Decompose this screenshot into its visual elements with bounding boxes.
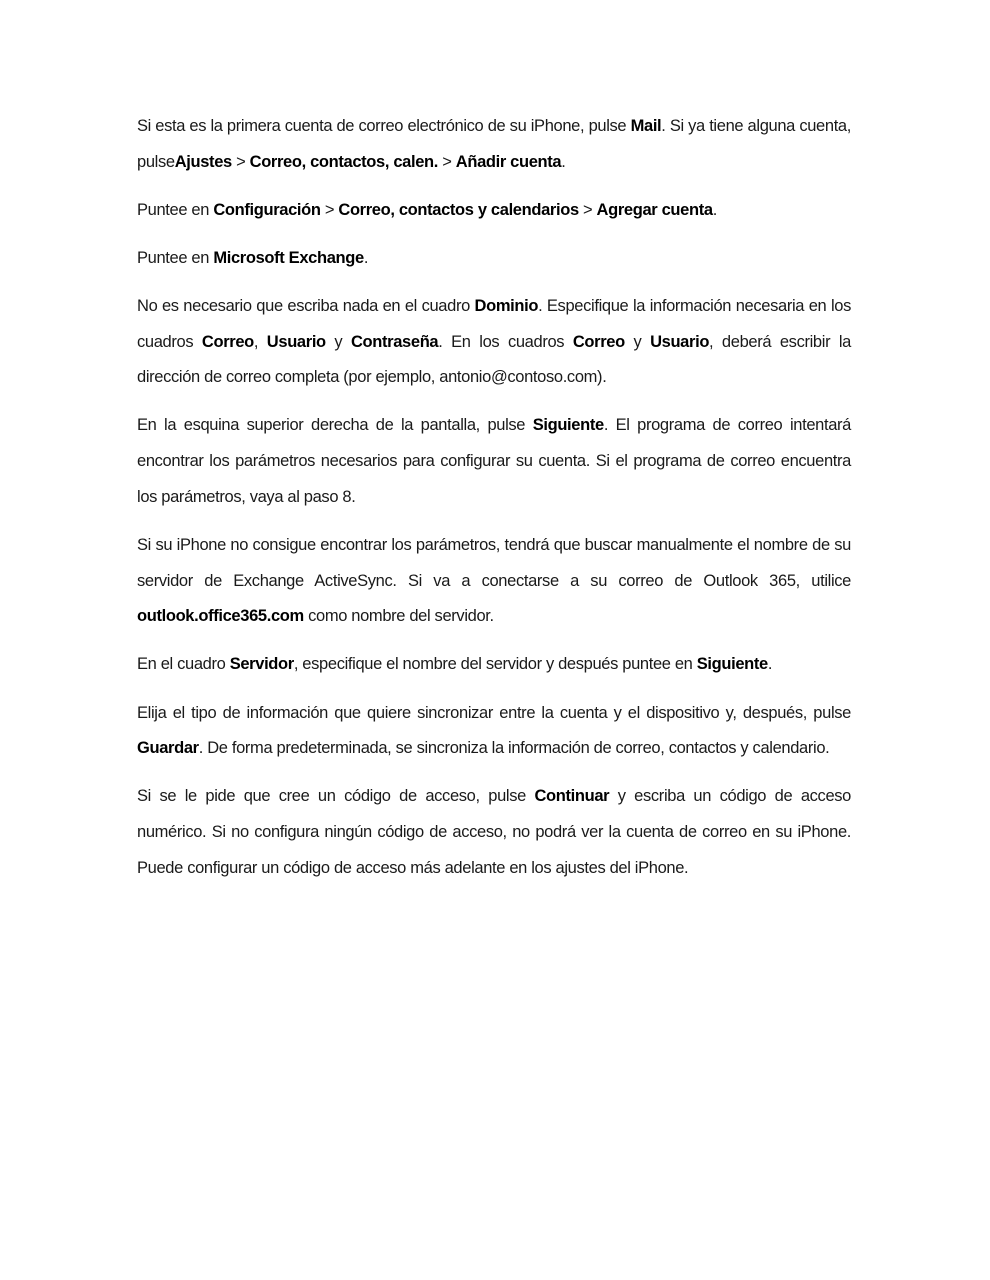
bold-term: Siguiente — [696, 655, 768, 674]
text-run: > — [320, 200, 339, 219]
text-run: Si se le pide que cree un código de acceso, pulse — [137, 787, 535, 806]
bold-term: Usuario — [650, 332, 710, 351]
paragraph-1 — [137, 109, 851, 180]
bold-term: Correo, contactos y calendarios — [338, 200, 579, 219]
text-run: . — [767, 655, 773, 674]
bold-term: Mail — [630, 117, 662, 135]
bold-term: Correo — [572, 332, 625, 351]
text-run: . Si ya tiene alguna cuenta, pulse — [137, 117, 851, 171]
text-run: y — [624, 332, 651, 351]
paragraph-2 — [137, 193, 851, 229]
bold-term: Servidor — [229, 655, 294, 674]
text-run: Si esta es la primera cuenta de correo electrónico de su iPhone, pulse — [137, 117, 631, 135]
text-run: Puntee en — [137, 248, 214, 267]
bold-term: Siguiente — [532, 416, 604, 435]
bold-term: Dominio — [474, 296, 539, 315]
text-run: Puntee en — [137, 200, 214, 219]
bold-term: Añadir cuenta — [455, 152, 562, 171]
text-run: . De forma predeterminada, se sincroniza la información de correo, contactos y calendario. — [198, 739, 830, 758]
text-run: , — [253, 332, 267, 351]
bold-term: Continuar — [534, 787, 610, 806]
text-run: y escriba un código de acceso numérico. Si no configura ningún código de acceso, no podrá ver la cuenta de correo en su iPhone. Puede configurar un código de acceso más adelante en los ajustes del iPhone. — [137, 787, 851, 877]
text-run: En la esquina superior derecha de la pantalla, pulse — [137, 416, 533, 435]
paragraph-9 — [137, 779, 851, 886]
bold-term: Ajustes — [174, 152, 232, 171]
bold-term: Configuración — [213, 200, 321, 219]
paragraph-3 — [137, 241, 851, 277]
text-run: . En los cuadros — [438, 332, 573, 351]
paragraph-8 — [137, 696, 851, 767]
text-run: . El programa de correo intentará encontrar los parámetros necesarios para configurar su cuenta. Si el programa de correo encuentra los parámetros, vaya al paso 8. — [137, 416, 852, 506]
bold-term: Microsoft Exchange — [213, 248, 364, 267]
text-run: > — [578, 200, 597, 219]
text-run: No es necesario que escriba nada en el cuadro — [137, 296, 475, 315]
bold-term: Correo — [201, 332, 254, 351]
bold-term: Agregar cuenta — [596, 200, 713, 219]
paragraph-7 — [137, 647, 851, 683]
text-run: . — [363, 248, 369, 267]
text-run: y — [325, 332, 351, 351]
text-run: como nombre del servidor. — [303, 607, 494, 626]
text-run: Si su iPhone no consigue encontrar los parámetros, tendrá que buscar manualmente el nombre de su servidor de Exchange ActiveSync. Si va a conectarse a su correo de Outlook 365, utilice — [137, 535, 851, 590]
paragraph-4 — [137, 289, 851, 396]
document-body — [137, 109, 851, 899]
text-run: > — [231, 152, 250, 171]
text-run: , especifique el nombre del servidor y después puntee en — [293, 655, 697, 674]
bold-term: Guardar — [137, 739, 199, 758]
text-run: > — [438, 152, 456, 171]
bold-term: Correo, contactos, calen. — [249, 152, 439, 171]
bold-term: outlook.office365.com — [137, 607, 304, 626]
paragraph-5 — [137, 408, 851, 515]
text-run: . — [712, 200, 717, 219]
bold-term: Contraseña — [350, 332, 439, 351]
text-run: Elija el tipo de información que quiere sincronizar entre la cuenta y el dispositivo y, después, pulse — [137, 703, 851, 722]
text-run: . — [561, 152, 566, 171]
text-run: En el cuadro — [137, 655, 230, 674]
paragraph-6 — [137, 528, 851, 635]
text-run: . Especifique la información necesaria en los cuadros — [137, 296, 851, 351]
text-run: , deberá escribir la dirección de correo completa (por ejemplo, antonio@contoso.com). — [137, 332, 852, 387]
bold-term: Usuario — [266, 332, 326, 351]
